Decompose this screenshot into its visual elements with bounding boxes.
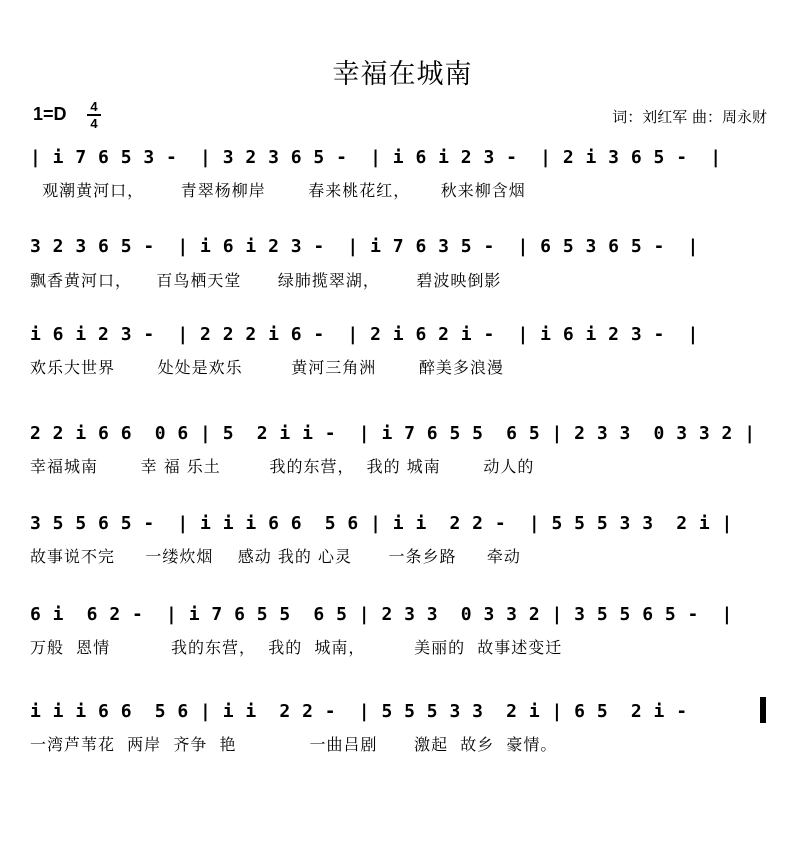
notation-row-6: 6 i 6 2 - | i 7 6 5 5 6 5 | 2 3 3 0 3 3 2 | 3 5 5 6 5 - | — [30, 604, 733, 625]
notation-row-1: | i 7 6 5 3 - | 3 2 3 6 5 - | i 6 i 2 3 - | 2 i 3 6 5 - | — [30, 147, 722, 168]
lyrics-row-7: 一湾芦苇花 两岸 齐争 艳 一曲吕剧 激起 故乡 豪情。 — [30, 735, 558, 754]
lyrics-row-5: 故事说不完 一缕炊烟 感动 我的 心灵 一条乡路 牵动 — [30, 547, 521, 566]
notation-row-4: 2 2 i 6 6 0 6 | 5 2 i i - | i 7 6 5 5 6 5 | 2 3 3 0 3 3 2 | — [30, 423, 756, 444]
song-title: 幸福在城南 — [332, 59, 473, 90]
final-barline — [760, 697, 766, 723]
lyrics-row-4: 幸福城南 幸 福 乐土 我的东营， 我的 城南 动人的 — [30, 457, 535, 476]
credits: 词：刘红军 曲：周永财 — [612, 108, 767, 126]
time-signature-top: 4 — [90, 99, 98, 114]
lyrics-row-1: 观潮黄河口， 青翠杨柳岸 春来桃花红， 秋来柳含烟 — [30, 181, 526, 200]
notation-row-5: 3 5 5 6 5 - | i i i 6 6 5 6 | i i 2 2 - | 5 5 5 3 3 2 i | — [30, 513, 733, 534]
notation-row-2: 3 2 3 6 5 - | i 6 i 2 3 - | i 7 6 3 5 - | 6 5 3 6 5 - | — [30, 236, 699, 257]
lyrics-row-2: 飘香黄河口， 百鸟栖天堂 绿肺揽翠湖， 碧波映倒影 — [30, 271, 502, 290]
lyrics-row-6: 万般 恩情 我的东营， 我的 城南， 美丽的 故事述变迁 — [30, 638, 563, 657]
notation-row-7: i i i 6 6 5 6 | i i 2 2 - | 5 5 5 3 3 2 i | 6 5 2 i - — [30, 701, 688, 722]
time-signature — [87, 100, 101, 130]
time-signature-bottom: 4 — [90, 116, 98, 131]
notation-row-3: i 6 i 2 3 - | 2 2 2 i 6 - | 2 i 6 2 i - | i 6 i 2 3 - | — [30, 324, 699, 345]
lyrics-row-3: 欢乐大世界 处处是欢乐 黄河三角洲 醉美多浪漫 — [30, 358, 504, 377]
key-signature: 1=D — [33, 104, 67, 124]
